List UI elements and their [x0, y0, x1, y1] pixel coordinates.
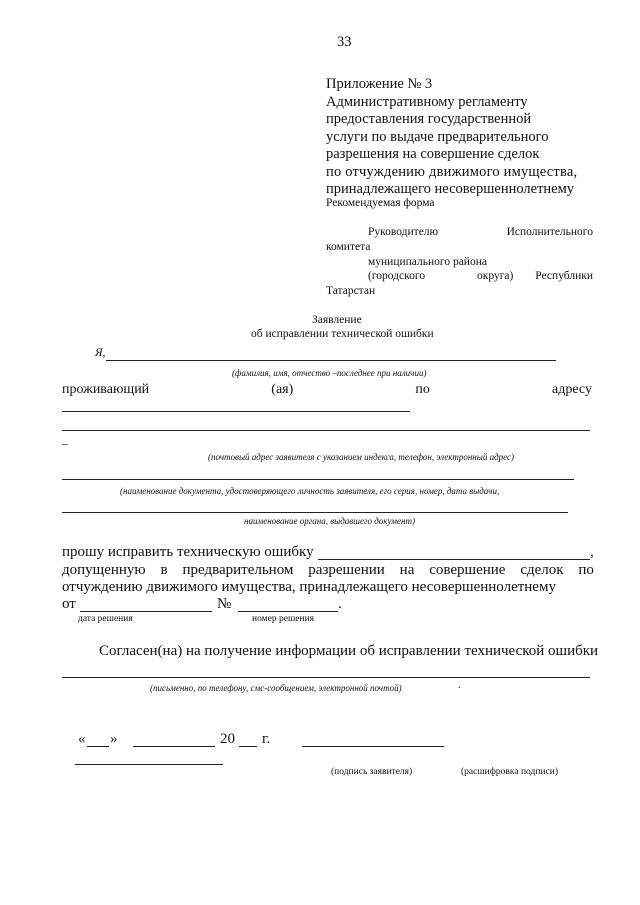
- year-prefix: 20: [220, 731, 235, 747]
- addressee-word: Исполнительного: [506, 226, 593, 238]
- close-quote: »: [110, 731, 118, 747]
- request-line1: прошу исправить техническую ошибку: [62, 544, 314, 560]
- issuer-caption: наименование органа, выдавшего документ): [244, 516, 415, 526]
- address-field-2[interactable]: [62, 430, 590, 431]
- from-label: от: [62, 596, 76, 612]
- number-caption: номер решения: [252, 614, 315, 624]
- decision-date-field[interactable]: [80, 611, 212, 612]
- residing-line: [62, 382, 592, 398]
- addressee-row5: Татарстан: [326, 285, 376, 297]
- residing-word: адресу: [552, 382, 592, 397]
- applicant-prefix: Я,: [95, 347, 106, 359]
- request-period: .: [338, 596, 342, 612]
- page-number: 33: [337, 34, 352, 50]
- header-line: принадлежащего несовершеннолетнему: [326, 181, 575, 197]
- header-line: предоставления государственной: [326, 111, 532, 127]
- request-word: по: [578, 562, 594, 578]
- address-dash: –: [62, 436, 68, 450]
- residing-word: проживающий: [62, 382, 150, 397]
- decision-number-field[interactable]: [238, 611, 338, 612]
- request-word: в: [160, 562, 168, 578]
- header-line: услуги по выдаче предварительного: [326, 128, 549, 145]
- signature-caption: (подпись заявителя): [331, 767, 413, 777]
- year-suffix: г.: [262, 731, 271, 747]
- request-word: сделок: [520, 562, 564, 578]
- request-word: предварительном: [182, 562, 294, 578]
- request-word: совершение: [429, 562, 506, 578]
- header-line: по отчуждению движимого имущества,: [326, 163, 578, 180]
- request-word: допущенную: [62, 562, 146, 578]
- year-field[interactable]: [239, 746, 257, 747]
- addressee-row2: комитета: [326, 241, 371, 253]
- number-sign: №: [217, 596, 232, 612]
- identity-document-field[interactable]: [62, 479, 574, 480]
- applicant-name-field[interactable]: [106, 360, 556, 361]
- consent-caption: (письменно, по телефону, смс-сообщением, электронной почтой): [150, 683, 402, 693]
- header-line: Приложение № 3: [326, 76, 433, 92]
- residing-word: по: [415, 382, 430, 397]
- document-caption: (наименование документа, удостоверяющего личность заявителя, его серия, номер, дата выдачи,: [120, 486, 500, 496]
- open-quote: «: [78, 731, 86, 747]
- addressee-word: Руководителю: [368, 226, 439, 238]
- signature-field[interactable]: [75, 764, 223, 765]
- addressee-row4: [368, 270, 593, 282]
- residing-word: (ая): [271, 382, 294, 397]
- addressee-row1: [368, 226, 593, 238]
- name-caption: (фамилия, имя, отчество –последнее при наличии): [232, 368, 427, 378]
- addressee-row3: муниципального района: [368, 256, 487, 268]
- request-line2: [62, 562, 594, 579]
- decoding-caption: (расшифровка подписи): [461, 767, 558, 777]
- request-line3: отчуждению движимого имущества, принадлежащего несовершеннолетнему: [62, 579, 556, 595]
- appendix-header: [326, 76, 577, 199]
- month-field[interactable]: [133, 746, 215, 747]
- request-comma: ,: [590, 544, 594, 560]
- consent-method-field[interactable]: [62, 677, 590, 678]
- form-note: Рекомендуемая форма: [326, 197, 435, 209]
- issuer-field[interactable]: [62, 512, 568, 513]
- document-title: Заявление: [312, 314, 362, 326]
- consent-period: .: [458, 679, 461, 691]
- addressee-word: Республики: [535, 270, 593, 282]
- document-subtitle: об исправлении технической ошибки: [251, 328, 434, 340]
- decoding-field[interactable]: [302, 746, 444, 747]
- addressee-word: округа): [477, 270, 514, 282]
- header-line: разрешения на совершение сделок: [326, 146, 540, 162]
- request-word: разрешении: [308, 562, 385, 578]
- date-caption: дата решения: [78, 614, 133, 624]
- header-line: Административному регламенту: [326, 93, 528, 110]
- addressee-word: (городского: [368, 270, 426, 282]
- address-caption: (почтовый адрес заявителя с указанием индекса, телефон, электронный адрес): [208, 452, 515, 462]
- consent-text: Согласен(на) на получение информации об исправлении технической ошибки: [99, 643, 599, 659]
- technical-error-field[interactable]: [318, 559, 590, 560]
- day-field[interactable]: [87, 746, 109, 747]
- request-word: на: [399, 562, 415, 578]
- address-field-1[interactable]: [62, 411, 410, 412]
